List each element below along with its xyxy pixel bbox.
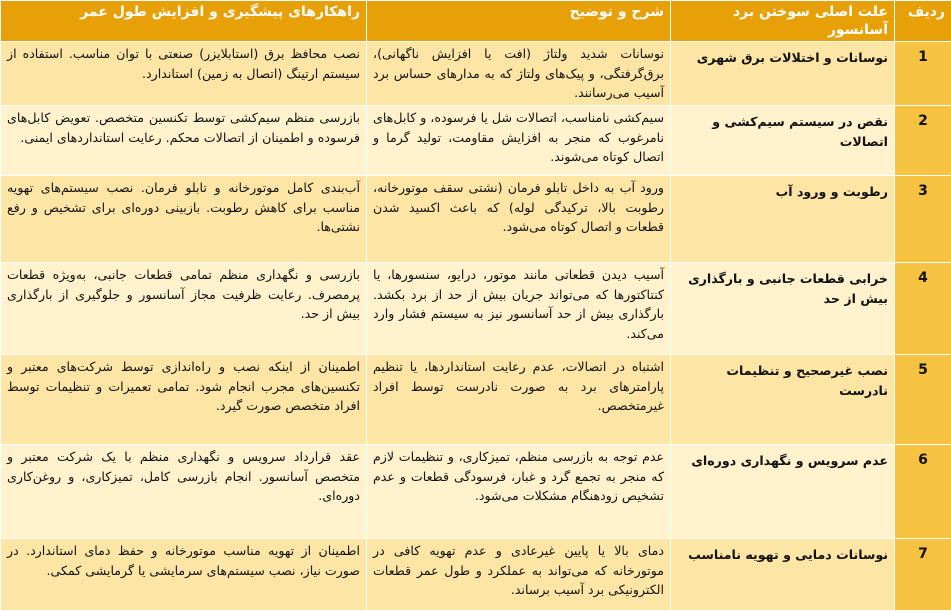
row-description: اشتباه در اتصالات، عدم رعایت استانداردها، یا تنظیم پارامترهای برد به صورت نادرست توسط افراد غیرمتخصص.: [367, 355, 671, 445]
table-row: [1, 176, 951, 263]
table-row: [1, 106, 951, 176]
row-number: 4: [895, 263, 951, 355]
row-number: 5: [895, 355, 951, 445]
row-solution: عقد قرارداد سرویس و نگهداری منظم با یک شرکت معتبر و متخصص آسانسور. انجام بازرسی کامل، تمیزکاری، و روغن‌کاری دوره‌ای.: [1, 445, 367, 539]
row-cause: نصب غیرصحیح و تنظیمات نادرست: [671, 355, 895, 445]
row-cause: نوسانات دمایی و تهویه نامناسب: [671, 539, 895, 611]
table-row: [1, 539, 951, 611]
row-cause: رطوبت و ورود آب: [671, 176, 895, 263]
header-solution: راهکارهای پیشگیری و افزایش طول عمر: [1, 1, 367, 42]
row-description: آسیب دیدن قطعاتی مانند موتور، درایو، سنسورها، یا کنتاکتورها که می‌تواند جریان بیش از حد از برد بکشد. بارگذاری بیش از حد آسانسور نیز به سیستم فشار وارد می‌کند.: [367, 263, 671, 355]
row-number: 2: [895, 106, 951, 176]
row-number: 7: [895, 539, 951, 611]
table-row: [1, 445, 951, 539]
row-description: عدم توجه به بازرسی منظم، تمیزکاری، و تنظیمات لازم که منجر به تجمع گرد و غبار، فرسودگی قطعات و عدم تشخیص زودهنگام مشکلات می‌شود.: [367, 445, 671, 539]
row-solution: اطمینان از اینکه نصب و راه‌اندازی توسط شرکت‌های معتبر و تکنسین‌های مجرب انجام شود. تمامی تعمیرات و تنظیمات توسط افراد متخصص صورت گیرد.: [1, 355, 367, 445]
row-cause: خرابی قطعات جانبی و بارگذاری بیش از حد: [671, 263, 895, 355]
row-number: 6: [895, 445, 951, 539]
row-description: سیم‌کشی نامناسب، اتصالات شل یا فرسوده، و کابل‌های نامرغوب که منجر به افزایش مقاومت، تولید گرما و اتصال کوتاه می‌شوند.: [367, 106, 671, 176]
row-cause: نقص در سیستم سیم‌کشی و اتصالات: [671, 106, 895, 176]
row-solution: نصب محافظ برق (استابلایزر) صنعتی با توان مناسب. استفاده از سیستم ارتینگ (اتصال به زمین) استاندارد.: [1, 42, 367, 106]
table-row: [1, 42, 951, 106]
row-cause: نوسانات و اختلالات برق شهری: [671, 42, 895, 106]
row-description: دمای بالا یا پایین غیرعادی و عدم تهویه کافی در موتورخانه که می‌تواند به عملکرد و طول عمر قطعات الکترونیکی برد آسیب برساند.: [367, 539, 671, 611]
table-row: [1, 355, 951, 445]
header-description: شرح و توضیح: [367, 1, 671, 42]
row-description: نوسانات شدید ولتاژ (افت یا افزایش ناگهانی)، برق‌گرفتگی، و پیک‌های ولتاژ که به مدارهای حساس برد آسیب می‌رسانند.: [367, 42, 671, 106]
table-row: [1, 263, 951, 355]
header-number: ردیف: [895, 1, 951, 42]
row-number: 1: [895, 42, 951, 106]
row-cause: عدم سرویس و نگهداری دوره‌ای: [671, 445, 895, 539]
row-solution: بازرسی و نگهداری منظم تمامی قطعات جانبی، به‌ویژه قطعات پرمصرف. رعایت ظرفیت مجاز آسانسور و جلوگیری از بارگذاری بیش از حد.: [1, 263, 367, 355]
row-solution: آب‌بندی کامل موتورخانه و تابلو فرمان. نصب سیستم‌های تهویه مناسب برای کاهش رطوبت. بازبینی دوره‌ای برای تشخیص و رفع نشتی‌ها.: [1, 176, 367, 263]
row-solution: بازرسی منظم سیم‌کشی توسط تکنسین متخصص. تعویض کابل‌های فرسوده و اطمینان از اتصالات محکم. رعایت استانداردهای ایمنی.: [1, 106, 367, 176]
table-header-row: [1, 1, 951, 42]
row-description: ورود آب به داخل تابلو فرمان (نشتی سقف موتورخانه، رطوبت بالا، ترکیدگی لوله) که باعث اکسید شدن قطعات و اتصال کوتاه می‌شود.: [367, 176, 671, 263]
row-number: 3: [895, 176, 951, 263]
row-solution: اطمینان از تهویه مناسب موتورخانه و حفظ دمای استاندارد. در صورت نیاز، نصب سیستم‌های سرمایشی یا گرمایشی کمکی.: [1, 539, 367, 611]
header-cause: علت اصلی سوختن برد آسانسور: [671, 1, 895, 42]
